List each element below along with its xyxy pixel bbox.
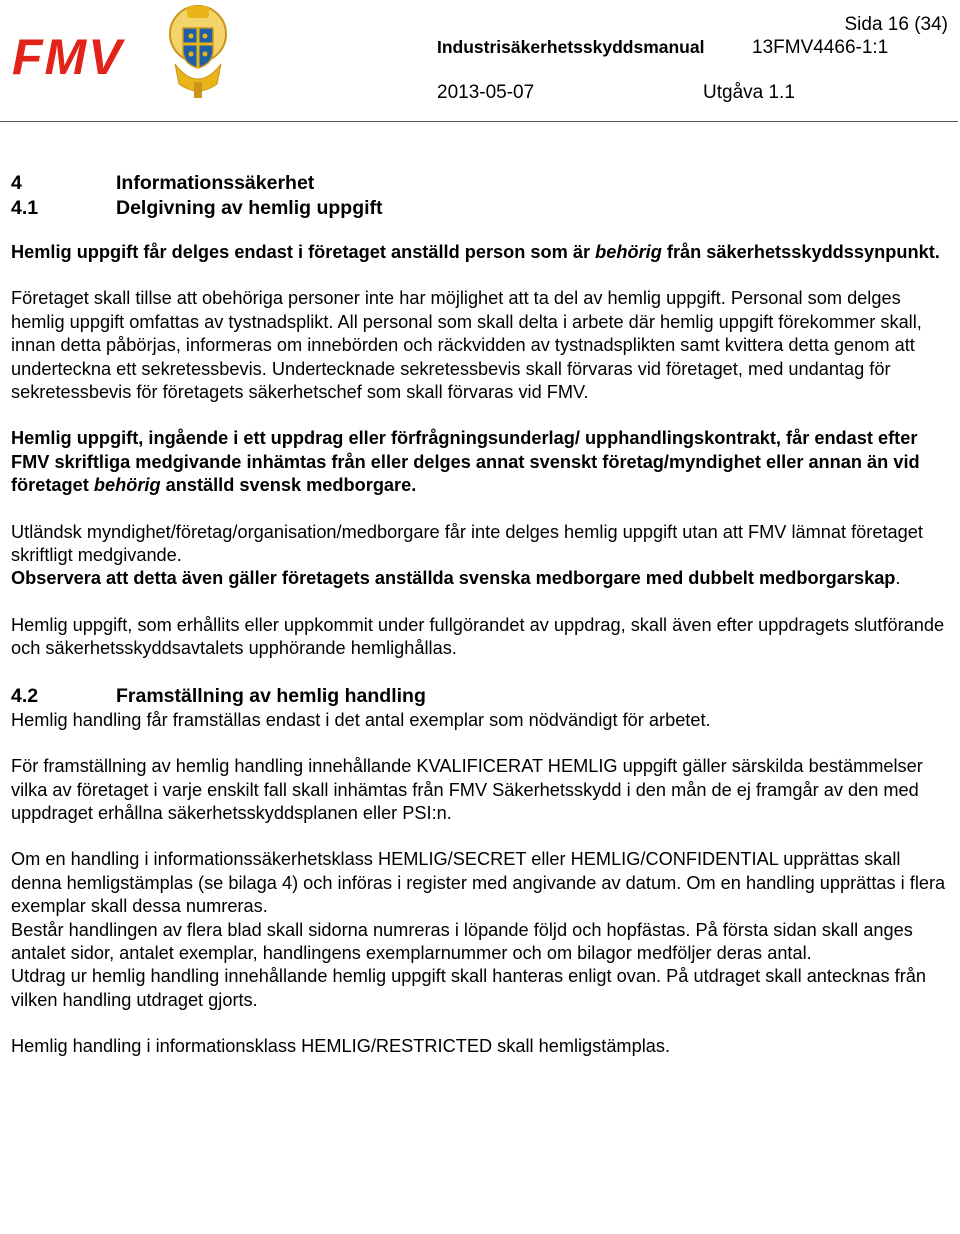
paragraph: Hemlig handling i informationsklass HEMLIG/RESTRICTED skall hemligstämplas. (11, 1036, 671, 1057)
heading-section-4-2 (11, 684, 951, 709)
page-header (0, 0, 960, 124)
paragraph: Hemlig handling får framställas endast i det antal exemplar som nödvändigt för arbetet. (11, 709, 711, 730)
emphasis: behörig (93, 475, 161, 496)
paragraph: Företaget skall tillse att obehöriga personer inte har möjlighet att ta del av hemlig uppgift. Personal som delges hemlig uppgift omfattas av tystnadsplikt. All personal som skall delta i arbete där hemlig uppgift förekommer skall, innan detta påbörjas, informeras om innebörden och räckvidden av tystnadsplikten samt kvittera detta genom att underteckna ett sekretessbevis. Undertecknade sekretessbevis skall förvaras vid företaget, med undantag för sekretessbevis för företagets säkerhetschef som skall förvaras vid FMV. (11, 288, 922, 403)
paragraph: För framställning av hemlig handling innehållande KVALIFICERAT HEMLIG uppgift gäller särskilda bestämmelser vilka av företaget i varje enskilt fall skall inhämtas från FMV Säkerhetsskydd i den mån de ej framgår av den med uppdraget erhållna säkerhetsskyddsplanen eller PSI:n. (11, 756, 923, 823)
heading-number: 4.1 (11, 197, 39, 219)
paragraph: Observera att detta även gäller företagets anställda svenska medborgare med dubbelt medborgarskap. (11, 568, 901, 589)
emphasis: behörig (595, 242, 662, 262)
fmv-logo (12, 34, 162, 78)
paragraph: Hemlig uppgift, ingående i ett uppdrag eller förfrågningsunderlag/ upphandlingskontrakt, får endast efter FMV skriftliga medgivande inhämtas från eller delges annat svenskt företag/myndighet eller annan än vid företaget behörig anställd svensk medborgare. (11, 428, 920, 496)
heading-number: 4.2 (11, 684, 39, 707)
heading-number: 4 (11, 172, 22, 194)
swedish-crest-icon (165, 4, 231, 100)
paragraph: Består handlingen av flera blad skall sidorna numreras i löpande följd och hopfästas. På första sidan skall anges antalet sidor, antalet exemplar, handlingens exemplarnummer och om bilagor medföljer deras antal. (11, 919, 913, 963)
heading-section-4-1 (11, 196, 951, 221)
paragraph: Utländsk myndighet/företag/organisation/medborgare får inte delges hemlig uppgift utan att FMV lämnat företaget skriftligt medgivande. (11, 521, 923, 566)
document-number: 13FMV4466-1:1 (752, 37, 889, 58)
manual-title: Industrisäkerhetsskyddsmanual (437, 37, 705, 57)
page-number: Sida 16 (34) (844, 14, 948, 35)
document-body (11, 171, 951, 1059)
heading-title: Delgivning av hemlig uppgift (116, 197, 383, 219)
paragraph: Hemlig uppgift får delges endast i företaget anställd person som är behörig från säkerhetsskyddssynpunkt. (11, 242, 940, 262)
edition: Utgåva 1.1 (703, 82, 795, 103)
paragraph: Om en handling i informationssäkerhetsklass HEMLIG/SECRET eller HEMLIG/CONFIDENTIAL upprättas skall denna hemligstämplas (se bilaga 4) och införas i register med angivande av datum. Om en handling upprättas i flera exemplar skall dessa numreras. (11, 849, 946, 917)
document-date: 2013-05-07 (437, 82, 535, 103)
paragraph: Hemlig uppgift, som erhållits eller uppkommit under fullgörandet av uppdrag, skall även efter uppdragets slutförande och säkerhetsskyddsavtalets upphörande hemlighållas. (11, 614, 945, 659)
heading-title: Framställning av hemlig handling (116, 684, 426, 707)
header-divider (0, 121, 958, 122)
fmv-logo-text: FMV (12, 34, 124, 78)
bold-note: Observera att detta även gäller företagets anställda svenska medborgare med dubbelt medborgarskap (11, 568, 896, 589)
heading-section-4 (11, 171, 951, 196)
heading-title: Informationssäkerhet (116, 172, 315, 194)
paragraph: Utdrag ur hemlig handling innehållande hemlig uppgift skall hanteras enligt ovan. På utdraget skall antecknas från vilken handling utdraget gjorts. (11, 966, 926, 1010)
